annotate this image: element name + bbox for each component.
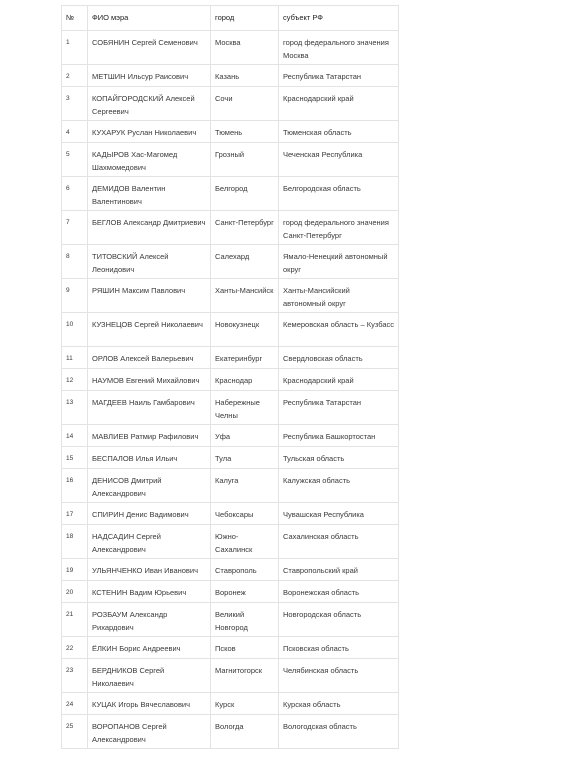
city-cell: Магнитогорск xyxy=(211,659,279,693)
table-row xyxy=(62,65,399,87)
mayor-name-cell: ДЕМИДОВ Валентин Валентинович xyxy=(88,177,211,211)
table-row xyxy=(62,447,399,469)
mayor-name-cell: БЕСПАЛОВ Илья Ильич xyxy=(88,447,211,469)
number-cell: 19 xyxy=(62,559,88,581)
mayor-name-cell: ВОРОПАНОВ Сергей Александрович xyxy=(88,715,211,749)
region-cell: Ямало-Ненецкий автономный округ xyxy=(279,245,399,279)
table-row xyxy=(62,347,399,369)
city-cell: Краснодар xyxy=(211,369,279,391)
mayor-name-cell: ЁЛКИН Борис Андреевич xyxy=(88,637,211,659)
table-row xyxy=(62,425,399,447)
number-cell: 7 xyxy=(62,211,88,245)
number-cell: 9 xyxy=(62,279,88,313)
number-cell: 25 xyxy=(62,715,88,749)
number-cell: 16 xyxy=(62,469,88,503)
table-row xyxy=(62,87,399,121)
column-header-mayor-name: ФИО мэра xyxy=(88,6,211,31)
number-cell: 10 xyxy=(62,313,88,347)
number-cell: 13 xyxy=(62,391,88,425)
number-cell: 15 xyxy=(62,447,88,469)
city-cell: Чебоксары xyxy=(211,503,279,525)
mayor-name-cell: КСТЕНИН Вадим Юрьевич xyxy=(88,581,211,603)
city-cell: Салехард xyxy=(211,245,279,279)
number-cell: 1 xyxy=(62,31,88,65)
table-row xyxy=(62,659,399,693)
table-row xyxy=(62,177,399,211)
number-cell: 14 xyxy=(62,425,88,447)
city-cell: Великий Новгород xyxy=(211,603,279,637)
city-cell: Белгород xyxy=(211,177,279,211)
region-cell: Республика Татарстан xyxy=(279,391,399,425)
city-cell: Ханты-Мансийск xyxy=(211,279,279,313)
number-cell: 21 xyxy=(62,603,88,637)
region-cell: Калужская область xyxy=(279,469,399,503)
number-cell: 23 xyxy=(62,659,88,693)
column-header-city: город xyxy=(211,6,279,31)
table-row xyxy=(62,31,399,65)
mayor-name-cell: НАДСАДИН Сергей Александрович xyxy=(88,525,211,559)
mayors-table xyxy=(61,5,399,749)
table-row xyxy=(62,121,399,143)
number-cell: 5 xyxy=(62,143,88,177)
number-cell: 17 xyxy=(62,503,88,525)
table-row xyxy=(62,715,399,749)
city-cell: Курск xyxy=(211,693,279,715)
region-cell: Краснодарский край xyxy=(279,369,399,391)
number-cell: 12 xyxy=(62,369,88,391)
number-cell: 3 xyxy=(62,87,88,121)
city-cell: Грозный xyxy=(211,143,279,177)
mayor-name-cell: НАУМОВ Евгений Михайлович xyxy=(88,369,211,391)
number-cell: 24 xyxy=(62,693,88,715)
city-cell: Калуга xyxy=(211,469,279,503)
mayor-name-cell: КУЗНЕЦОВ Сергей Николаевич xyxy=(88,313,211,347)
city-cell: Тюмень xyxy=(211,121,279,143)
region-cell: Тюменская область xyxy=(279,121,399,143)
region-cell: Ханты-Мансийский автономный округ xyxy=(279,279,399,313)
table-row xyxy=(62,211,399,245)
mayor-name-cell: БЕРДНИКОВ Сергей Николаевич xyxy=(88,659,211,693)
mayor-name-cell: ТИТОВСКИЙ Алексей Леонидович xyxy=(88,245,211,279)
region-cell: город федерального значения Москва xyxy=(279,31,399,65)
number-cell: 8 xyxy=(62,245,88,279)
mayor-name-cell: БЕГЛОВ Александр Дмитриевич xyxy=(88,211,211,245)
mayor-name-cell: КУЦАК Игорь Вячеславович xyxy=(88,693,211,715)
table-body xyxy=(62,31,399,749)
table-row xyxy=(62,143,399,177)
table-row xyxy=(62,391,399,425)
mayor-name-cell: МАГДЕЕВ Наиль Гамбарович xyxy=(88,391,211,425)
table-row xyxy=(62,313,399,347)
number-cell: 20 xyxy=(62,581,88,603)
column-header-region: субъект РФ xyxy=(279,6,399,31)
region-cell: Новгородская область xyxy=(279,603,399,637)
mayor-name-cell: ДЕНИСОВ Дмитрий Александрович xyxy=(88,469,211,503)
city-cell: Псков xyxy=(211,637,279,659)
city-cell: Южно-Сахалинск xyxy=(211,525,279,559)
mayor-name-cell: РОЗБАУМ Александр Рихардович xyxy=(88,603,211,637)
mayor-name-cell: СПИРИН Денис Вадимович xyxy=(88,503,211,525)
number-cell: 2 xyxy=(62,65,88,87)
number-cell: 4 xyxy=(62,121,88,143)
mayor-name-cell: МЕТШИН Ильсур Раисович xyxy=(88,65,211,87)
table-row xyxy=(62,559,399,581)
region-cell: Кемеровская область – Кузбасс xyxy=(279,313,399,347)
city-cell: Новокузнецк xyxy=(211,313,279,347)
city-cell: Екатеринбург xyxy=(211,347,279,369)
table-header xyxy=(62,6,399,31)
city-cell: Сочи xyxy=(211,87,279,121)
number-cell: 11 xyxy=(62,347,88,369)
region-cell: Республика Татарстан xyxy=(279,65,399,87)
region-cell: Челябинская область xyxy=(279,659,399,693)
mayor-name-cell: КОПАЙГОРОДСКИЙ Алексей Сергеевич xyxy=(88,87,211,121)
region-cell: город федерального значения Санкт-Петербург xyxy=(279,211,399,245)
region-cell: Тульская область xyxy=(279,447,399,469)
region-cell: Сахалинская область xyxy=(279,525,399,559)
mayor-name-cell: РЯШИН Максим Павлович xyxy=(88,279,211,313)
mayor-name-cell: СОБЯНИН Сергей Семенович xyxy=(88,31,211,65)
table-row xyxy=(62,245,399,279)
region-cell: Свердловская область xyxy=(279,347,399,369)
number-cell: 22 xyxy=(62,637,88,659)
city-cell: Набережные Челны xyxy=(211,391,279,425)
header-row xyxy=(62,6,399,31)
city-cell: Москва xyxy=(211,31,279,65)
region-cell: Белгородская область xyxy=(279,177,399,211)
column-header-number: № xyxy=(62,6,88,31)
table-row xyxy=(62,369,399,391)
table-row xyxy=(62,637,399,659)
table-row xyxy=(62,693,399,715)
table-row xyxy=(62,279,399,313)
region-cell: Ставропольский край xyxy=(279,559,399,581)
region-cell: Курская область xyxy=(279,693,399,715)
region-cell: Республика Башкортостан xyxy=(279,425,399,447)
region-cell: Воронежская область xyxy=(279,581,399,603)
table-row xyxy=(62,469,399,503)
mayor-name-cell: МАВЛИЕВ Ратмир Рафилович xyxy=(88,425,211,447)
table-row xyxy=(62,503,399,525)
mayor-name-cell: КУХАРУК Руслан Николаевич xyxy=(88,121,211,143)
city-cell: Воронеж xyxy=(211,581,279,603)
region-cell: Вологодская область xyxy=(279,715,399,749)
city-cell: Вологда xyxy=(211,715,279,749)
city-cell: Ставрополь xyxy=(211,559,279,581)
table-row xyxy=(62,525,399,559)
region-cell: Чувашская Республика xyxy=(279,503,399,525)
city-cell: Санкт-Петербург xyxy=(211,211,279,245)
number-cell: 18 xyxy=(62,525,88,559)
mayor-name-cell: ОРЛОВ Алексей Валерьевич xyxy=(88,347,211,369)
region-cell: Чеченская Республика xyxy=(279,143,399,177)
mayor-name-cell: УЛЬЯНЧЕНКО Иван Иванович xyxy=(88,559,211,581)
city-cell: Казань xyxy=(211,65,279,87)
region-cell: Псковская область xyxy=(279,637,399,659)
number-cell: 6 xyxy=(62,177,88,211)
mayor-name-cell: КАДЫРОВ Хас-Магомед Шахмомедович xyxy=(88,143,211,177)
region-cell: Краснодарский край xyxy=(279,87,399,121)
city-cell: Уфа xyxy=(211,425,279,447)
city-cell: Тула xyxy=(211,447,279,469)
table-row xyxy=(62,581,399,603)
table-row xyxy=(62,603,399,637)
